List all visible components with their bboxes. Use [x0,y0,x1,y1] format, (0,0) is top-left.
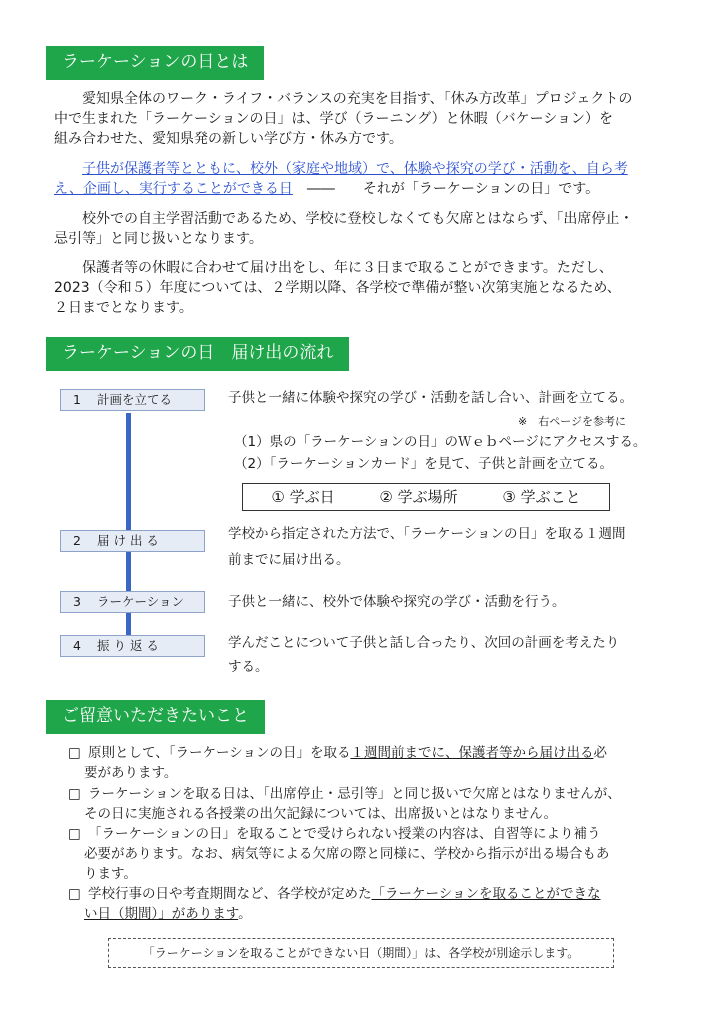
text-line: 愛知県全体のワーク・ライフ・バランスの充実を目指す、「休み方改革」プロジェクトの [82,91,633,107]
plan-item: ③ 学ぶこと [502,488,581,506]
notice-text: 必 [593,745,607,761]
step-3-description: 子供と一緒に、校外で体験や探究の学び・活動を行う。 [228,594,566,610]
notice-text: 「ラーケーションの日」を取ることで受けられない授業の内容は、自習等により補う [88,826,601,842]
step-number: 1 [73,392,81,407]
definition-highlight: え、企画し、実行することができる日 [54,181,293,197]
text-line: 学んだことについて子供と話し合ったり、次回の計画を考えたり [228,635,620,651]
text-line: 組み合わせた、愛知県発の新しい学び方・休み方です。 [54,131,403,147]
step-1-box [60,389,205,411]
step-label: 振 り 返 る [97,638,159,653]
checkbox-icon: □ [68,786,81,802]
checkbox-icon: □ [68,826,81,842]
text-line: 忌引等」と同じ扱いとなります。 [54,231,263,247]
plan-item: ② 学ぶ場所 [379,488,458,506]
notice-emphasis: １週間前までに、保護者等から届け出る [350,745,594,761]
step-number: 4 [73,638,81,653]
text-line: 校外での自主学習活動であるため、学校に登校しなくても欠席とはならず、「出席停止・ [82,211,634,227]
step-2-box [60,530,205,552]
text-line: する。 [228,659,269,675]
notice-text: 要があります。 [84,765,178,781]
text-line: 中で生まれた「ラーケーションの日」は、学び（ラーニング）と休暇（バケーション）を [54,111,614,127]
section-title-about: ラーケーションの日とは [46,46,264,80]
step-2-description [228,521,668,573]
step-label: 計画を立てる [97,392,173,407]
step-1-sub-2: （2）「ラーケーションカード」を見て、子供と計画を立てる。 [234,456,614,472]
notice-text: ります。 [84,866,137,882]
days-paragraph [54,258,664,318]
notice-emphasis: い日（期間）」があります [84,906,239,922]
step-label: 届 け 出 る [97,533,159,548]
notice-3 [68,824,664,884]
section-title-notes: ご留意いただきたいこと [46,700,265,734]
text-line: 2023（令和５）年度については、２学期以降、各学校で準備が整い次第実施となるため、 [54,280,621,296]
notice-text: 原則として、「ラーケーションの日」を取る [88,745,351,761]
school-notice-box: 「ラーケーションを取ることができない日（期間）」は、各学校が別途示します。 [108,938,614,968]
notice-text: その日に実施される各授業の出欠記録については、出席扱いとはなりません。 [84,806,558,822]
definition-highlight: 子供が保護者等とともに、校外（家庭や地域）で、体験や探究の学び・活動を、自ら考 [82,161,628,177]
attendance-paragraph [54,209,664,249]
step-1-note: ※ 右ページを参考に [518,415,626,428]
step-1-description: 子供と一緒に体験や探究の学び・活動を話し合い、計画を立てる。 [228,390,633,406]
notice-2 [68,784,664,824]
notice-text: 学校行事の日や考査期間など、各学校が定めた [88,886,372,902]
text-line: 学校から指定された方法で、「ラーケーションの日」を取る１週間 [228,526,626,542]
plan-item: ① 学ぶ日 [271,488,335,506]
notice-1 [68,743,664,783]
notice-emphasis: 「ラーケーションを取ることができな [371,886,601,902]
definition-tail: ―― それが「ラーケーションの日」です。 [292,181,600,197]
notice-text: ラーケーションを取る日は、「出席停止・忌引等」と同じ扱いで欠席とはなりませんが、 [88,786,621,802]
step-4-description [228,631,668,679]
step-4-box [60,635,205,657]
step-number: 2 [73,533,81,548]
step-label: ラーケーション [97,594,185,609]
text-line: 前までに届け出る。 [228,552,350,568]
checkbox-icon: □ [68,745,81,761]
step-number: 3 [73,594,81,609]
definition-paragraph [54,159,664,199]
section-title-flow: ラーケーションの日 届け出の流れ [46,337,349,371]
text-line: ２日までとなります。 [54,300,193,316]
notice-4 [68,884,664,924]
checkbox-icon: □ [68,886,81,902]
notice-text: 。 [238,906,252,922]
step-3-box [60,591,205,613]
plan-items-box [242,483,610,511]
notice-text: 必要があります。なお、病気等による欠席の際と同様に、学校から指示が出る場合もあ [84,846,610,862]
text-line: 保護者等の休暇に合わせて届け出をし、年に３日まで取ることができます。ただし、 [82,260,613,276]
step-1-sub-1: （1）県の「ラーケーションの日」のＷｅｂページにアクセスする。 [234,434,647,450]
intro-paragraph [54,89,664,149]
